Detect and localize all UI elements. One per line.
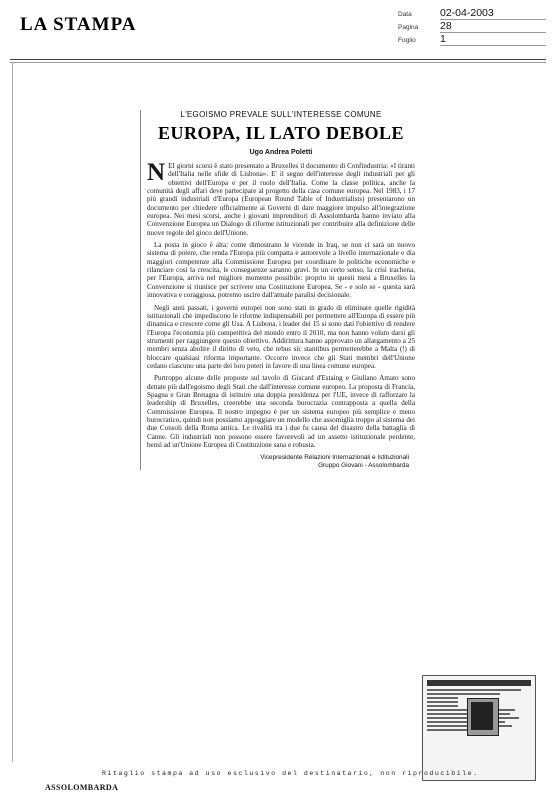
meta-sheet-label: Foglio (398, 37, 416, 44)
page-thumbnail (422, 675, 536, 781)
clipping-metadata (398, 8, 546, 47)
reproduction-notice: Ritaglio stampa ad uso esclusivo del destinatario, non riproducibile. (102, 770, 479, 777)
thumbnail-header-bar (427, 680, 531, 686)
signature-role: Vicepresidente Relazioni Internazionali e Istituzionali (260, 454, 409, 462)
article-byline: Ugo Andrea Poletti (249, 149, 313, 156)
article-paragraph: La posta in gioco è alta: come dimostrano le vicende in Iraq, se non ci sarà un nuovo sistema di potere, che renda l'Europa più compatta e autorevole a livello internazionale e dia maggiori competenze alla Commissione Europea per coordinare le politiche economiche e rilanciare così la crescita, le conseguenze saranno gravi. In un certo senso, la crisi irachena, per l'Europa, arriva nel migliore momento possibile: proprio in questi mesi a Bruxelles la Convenzione si riunisce per scrivere una Costituzione Europea. Se - e solo se - questa sarà innovativa e coraggiosa, potremo uscire dall'attuale paralisi decisionale. (147, 241, 415, 300)
thumbnail-text-line (427, 697, 458, 699)
signature-group: Gruppo Giovani - Assolombarda (318, 462, 409, 470)
article-kicker: L'EGOISMO PREVALE SULL'INTERESSE COMUNE (180, 110, 382, 119)
footer-brand: ASSOLOMBARDA (45, 783, 119, 792)
thumbnail-text-line (427, 693, 500, 695)
article (140, 110, 415, 470)
paragraph-text: EI giorni scorsi è stato presentato a Bruxelles il documento di Confindustria: «I tiranti dell'Italia nelle sfide di Lisbona». E' il segno dell'interesse degli industriali per gli obiettivi dell'Europa e per il ruolo dell'Italia. Come la classe politica, anche la comunità degli affari deve partecipare al progetto della casa comune europea. Nel 1983, i 17 più grandi industriali d'Europa (European Round Table of Industrialists) presentarono un documento per chiedere ufficialmente ai Governi di dare maggiore impulso all'integrazione europea. Nei mesi scorsi, anche i giovani imprenditori di Assolombarda hanno inviato alla Convenzione Europea un Dialogo di riforme istituzionali per contribuire alla definizione delle nuove regole del gioco dell'Unione. (147, 162, 415, 237)
meta-sheet-row (398, 34, 546, 46)
thumbnail-text-line (427, 689, 521, 691)
meta-date-label: Data (398, 11, 412, 18)
newspaper-masthead: LA STAMPA (20, 14, 137, 35)
meta-date-value: 02-04-2003 (440, 8, 546, 20)
meta-page-label: Pagina (398, 24, 419, 31)
article-paragraph: Purtroppo alcune delle proposte sul tavolo di Giscard d'Estaing e Giuliano Amato sono dettate più dall'egoismo degli Stati che dall'interesse comune europeo. La proposta di Francia, Spagna e Gran Bretagna di istituire una doppia presidenza per l'UE, invece di rafforzare la leadership di Bruxelles, creerebbe una seconda burocrazia contrapposta a quella della Commissione Europea. Il nostro impegno è per un sistema europeo più semplice e meno burocratico, quindi non possiamo appoggiare un modello che assomiglia troppo al sistema dei due Consoli della Roma antica. Le rivalità tra i due fu causa del disastro della battaglia di Canne. Gli industriali non possono essere favorevoli ad un assetto istituzionale perdente, bensì ad un'Unione Europea di Costituzione sana e robusta. (147, 374, 415, 449)
article-headline: EUROPA, IL LATO DEBOLE (157, 123, 405, 143)
article-paragraph: Negli anni passati, i governi europei non sono stati in grado di eliminare quelle rigidità istituzionali che impediscono le riforme indispensabili per permettere all'Europa di essere più dinamica e crescere come gli Usa. A Lisbona, i leader dei 15 si sono dati l'obiettivo di rendere l'Europa l'economia più competitiva del mondo entro il 2010, ma non hanno voluto darsi gli strumenti per raggiungere questo obiettivo. Addirittura hanno approvato un allargamento a 25 membri senza abolire il diritto di veto, che rebus sic stantibus permetterebbe a Malta (!) di bloccare qualsiasi riforma importante. Occorre invece che gli Stati membri dell'Unione cedano ciascuno una parte dei loro poteri in favore di una linea comune europea. (147, 303, 415, 370)
meta-date-row (398, 8, 546, 20)
left-margin-rule (12, 62, 13, 762)
meta-page-value: 28 (440, 21, 546, 33)
drop-cap: N (147, 159, 166, 186)
thumbnail-content (427, 680, 531, 776)
header-divider (10, 59, 546, 63)
thumbnail-text-line (427, 705, 458, 707)
article-paragraph (147, 159, 415, 237)
meta-page-row (398, 21, 546, 33)
meta-sheet-value: 1 (440, 34, 546, 46)
thumbnail-article-highlight (471, 702, 493, 730)
thumbnail-text-line (427, 701, 458, 703)
author-signature (147, 454, 415, 470)
